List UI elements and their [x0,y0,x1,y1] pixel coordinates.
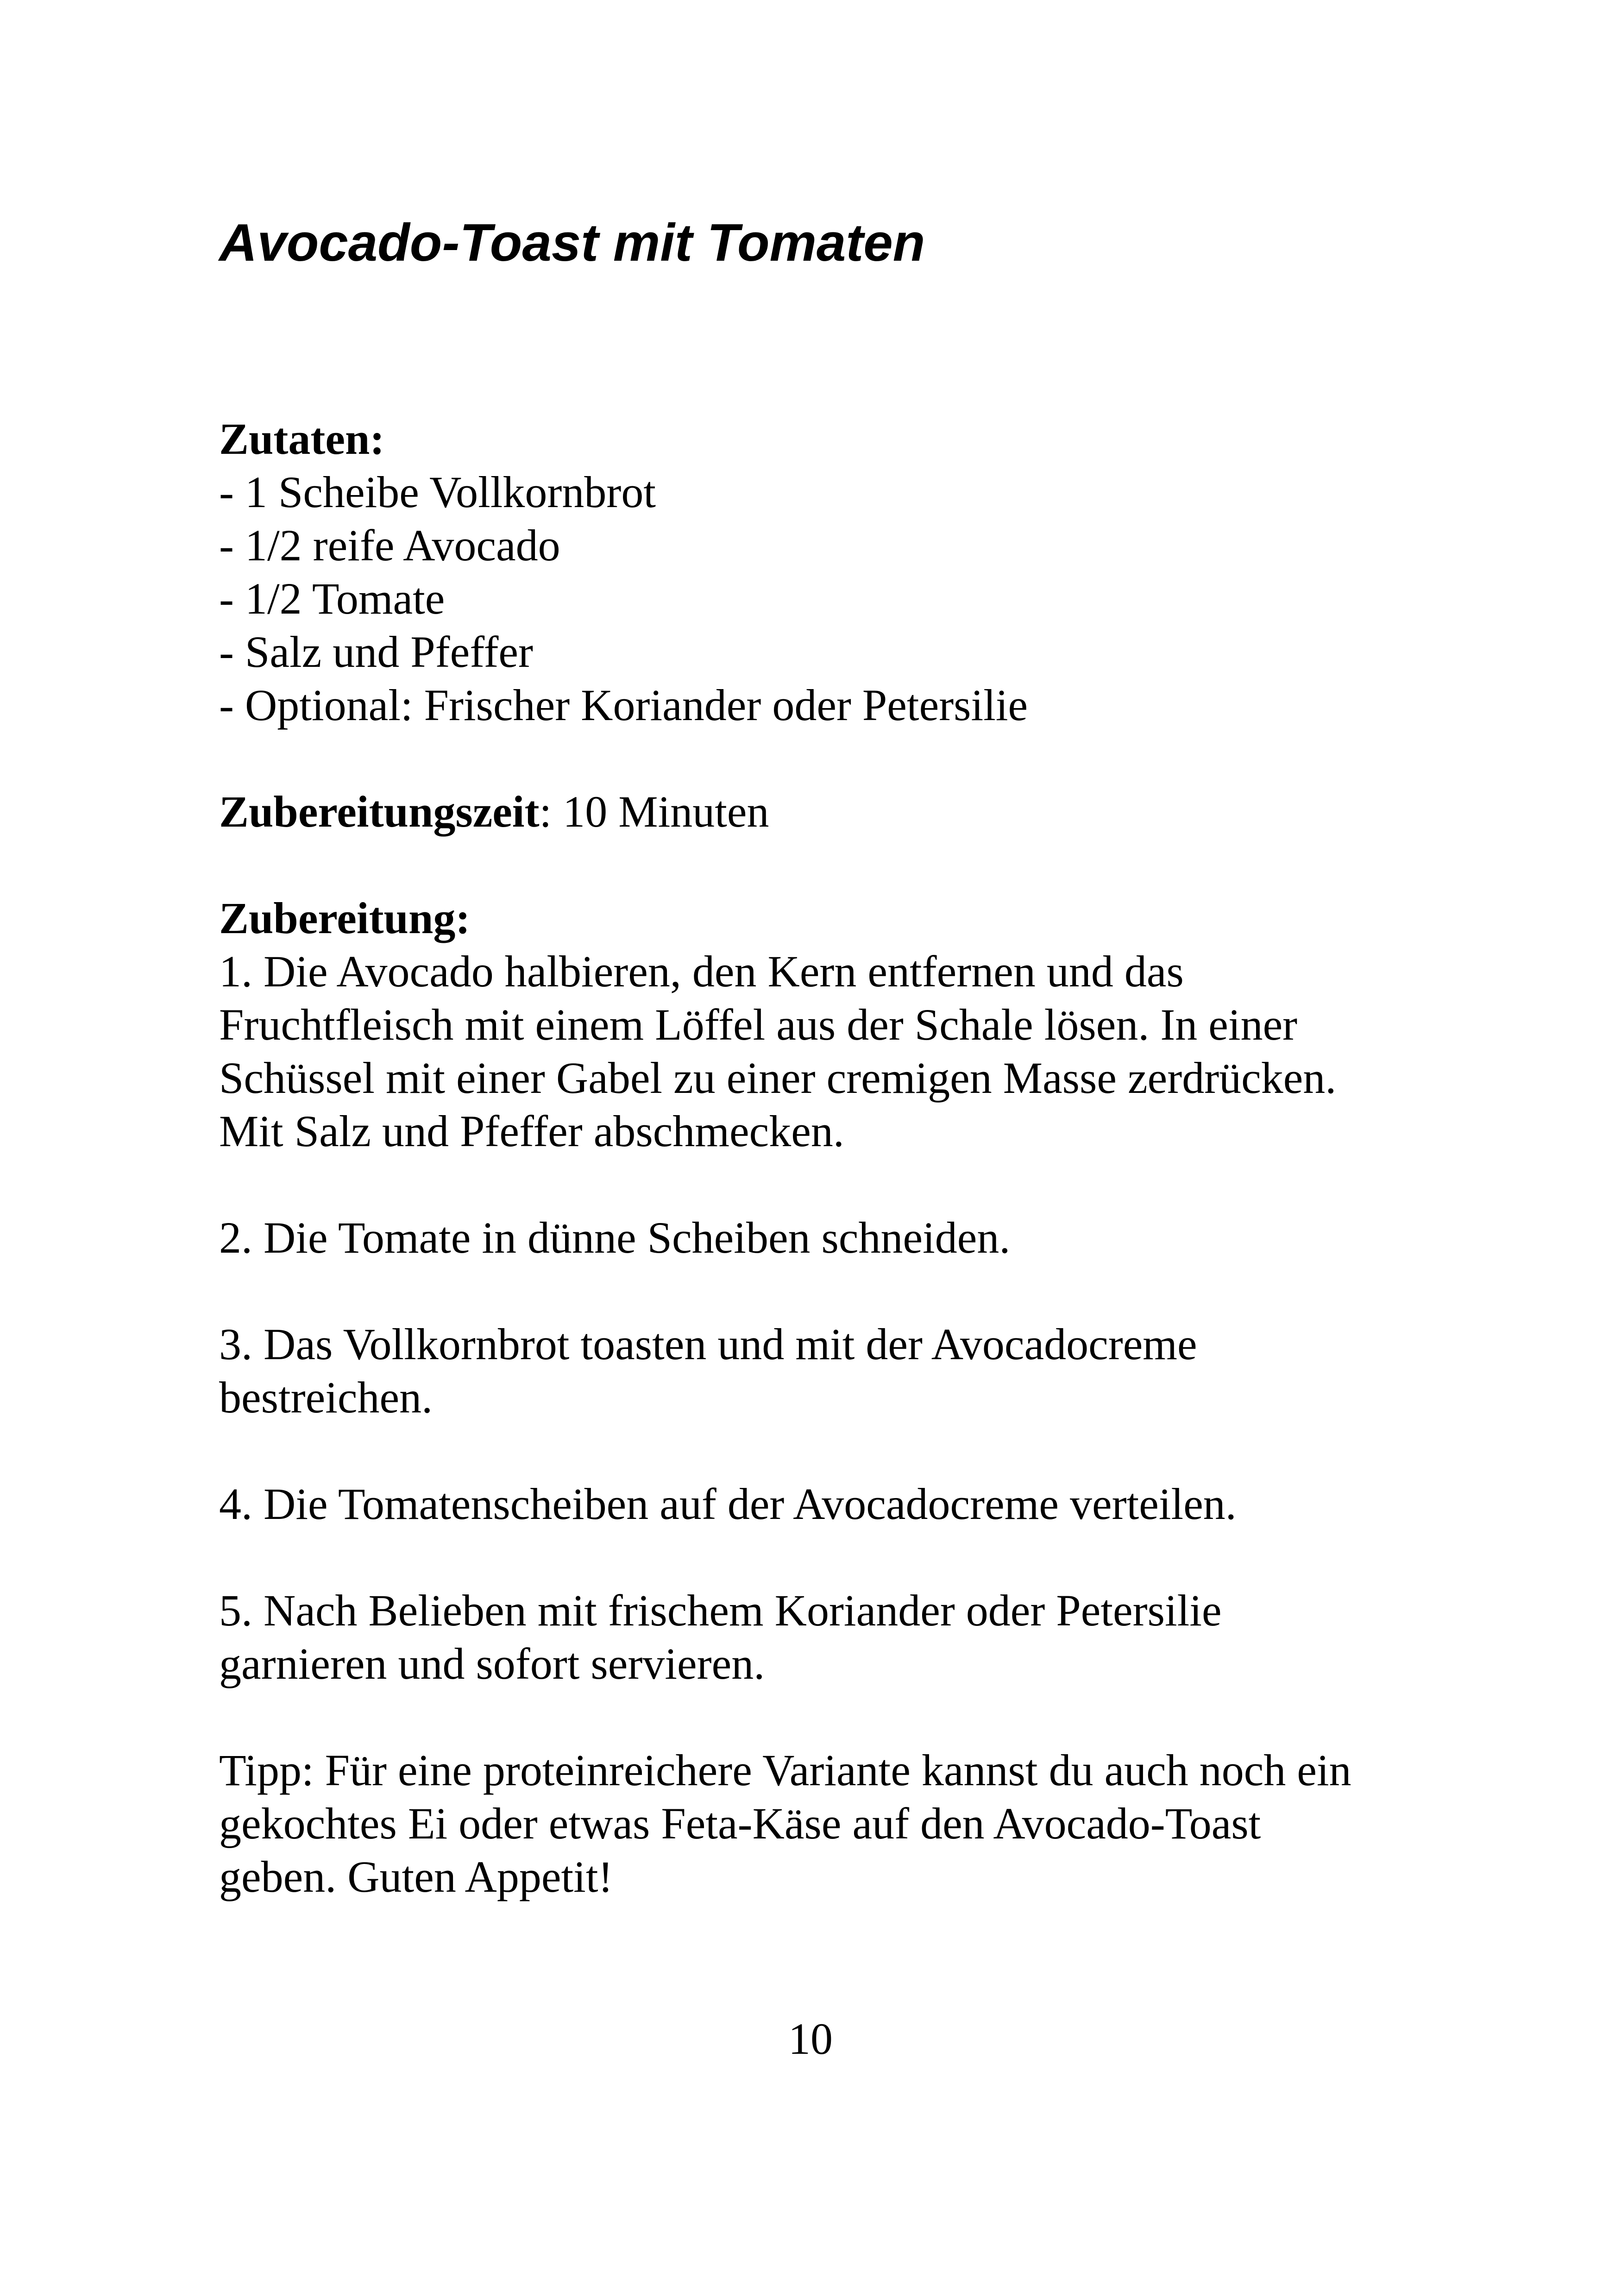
step-5-line: 5. Nach Belieben mit frischem Koriander oder Petersilie [219,1586,1222,1635]
prep-time-value: 10 Minuten [552,787,769,836]
ingredient-item: - Optional: Frischer Koriander oder Petersilie [219,680,1028,730]
step-1-line: Mit Salz und Pfeffer abschmecken. [219,1106,844,1156]
preparation-section [219,891,1336,1158]
recipe-title: Avocado-Toast mit Tomaten [219,213,925,272]
ingredient-item: - 1/2 Tomate [219,574,445,623]
step-1-line: 1. Die Avocado halbieren, den Kern entfernen und das [219,947,1184,996]
ingredient-item: - 1 Scheibe Vollkornbrot [219,467,656,517]
ingredient-item: - Salz und Pfeffer [219,627,533,677]
prep-time-label: Zubereitungszeit [219,787,540,836]
page-number: 10 [788,2014,833,2064]
preparation-heading: Zubereitung: [219,893,471,943]
ingredient-item: - 1/2 reife Avocado [219,521,560,570]
step-3-line: bestreichen. [219,1373,433,1422]
tip-paragraph [219,1744,1351,1903]
step-2-line: 2. Die Tomate in dünne Scheiben schneiden. [219,1213,1011,1262]
step-1-line: Fruchtfleisch mit einem Löffel aus der Schale lösen. In einer [219,1000,1298,1049]
ingredients-section [219,412,1028,732]
ingredients-heading: Zutaten: [219,414,385,464]
step-5 [219,1584,1222,1690]
prep-time [219,785,769,838]
step-1-line: Schüssel mit einer Gabel zu einer cremigen Masse zerdrücken. [219,1053,1337,1103]
step-3-line: 3. Das Vollkornbrot toasten und mit der Avocadocreme [219,1319,1197,1369]
step-4 [219,1477,1237,1531]
step-3 [219,1317,1197,1424]
tip-line: geben. Guten Appetit! [219,1852,613,1901]
step-4-line: 4. Die Tomatenscheiben auf der Avocadocreme verteilen. [219,1479,1237,1529]
step-2 [219,1211,1010,1264]
tip-line: Tipp: Für eine proteinreichere Variante kannst du auch noch ein [219,1745,1351,1795]
step-5-line: garnieren und sofort servieren. [219,1639,765,1688]
prep-time-separator: : [539,787,552,836]
tip-line: gekochtes Ei oder etwas Feta-Käse auf den Avocado-Toast [219,1799,1261,1848]
